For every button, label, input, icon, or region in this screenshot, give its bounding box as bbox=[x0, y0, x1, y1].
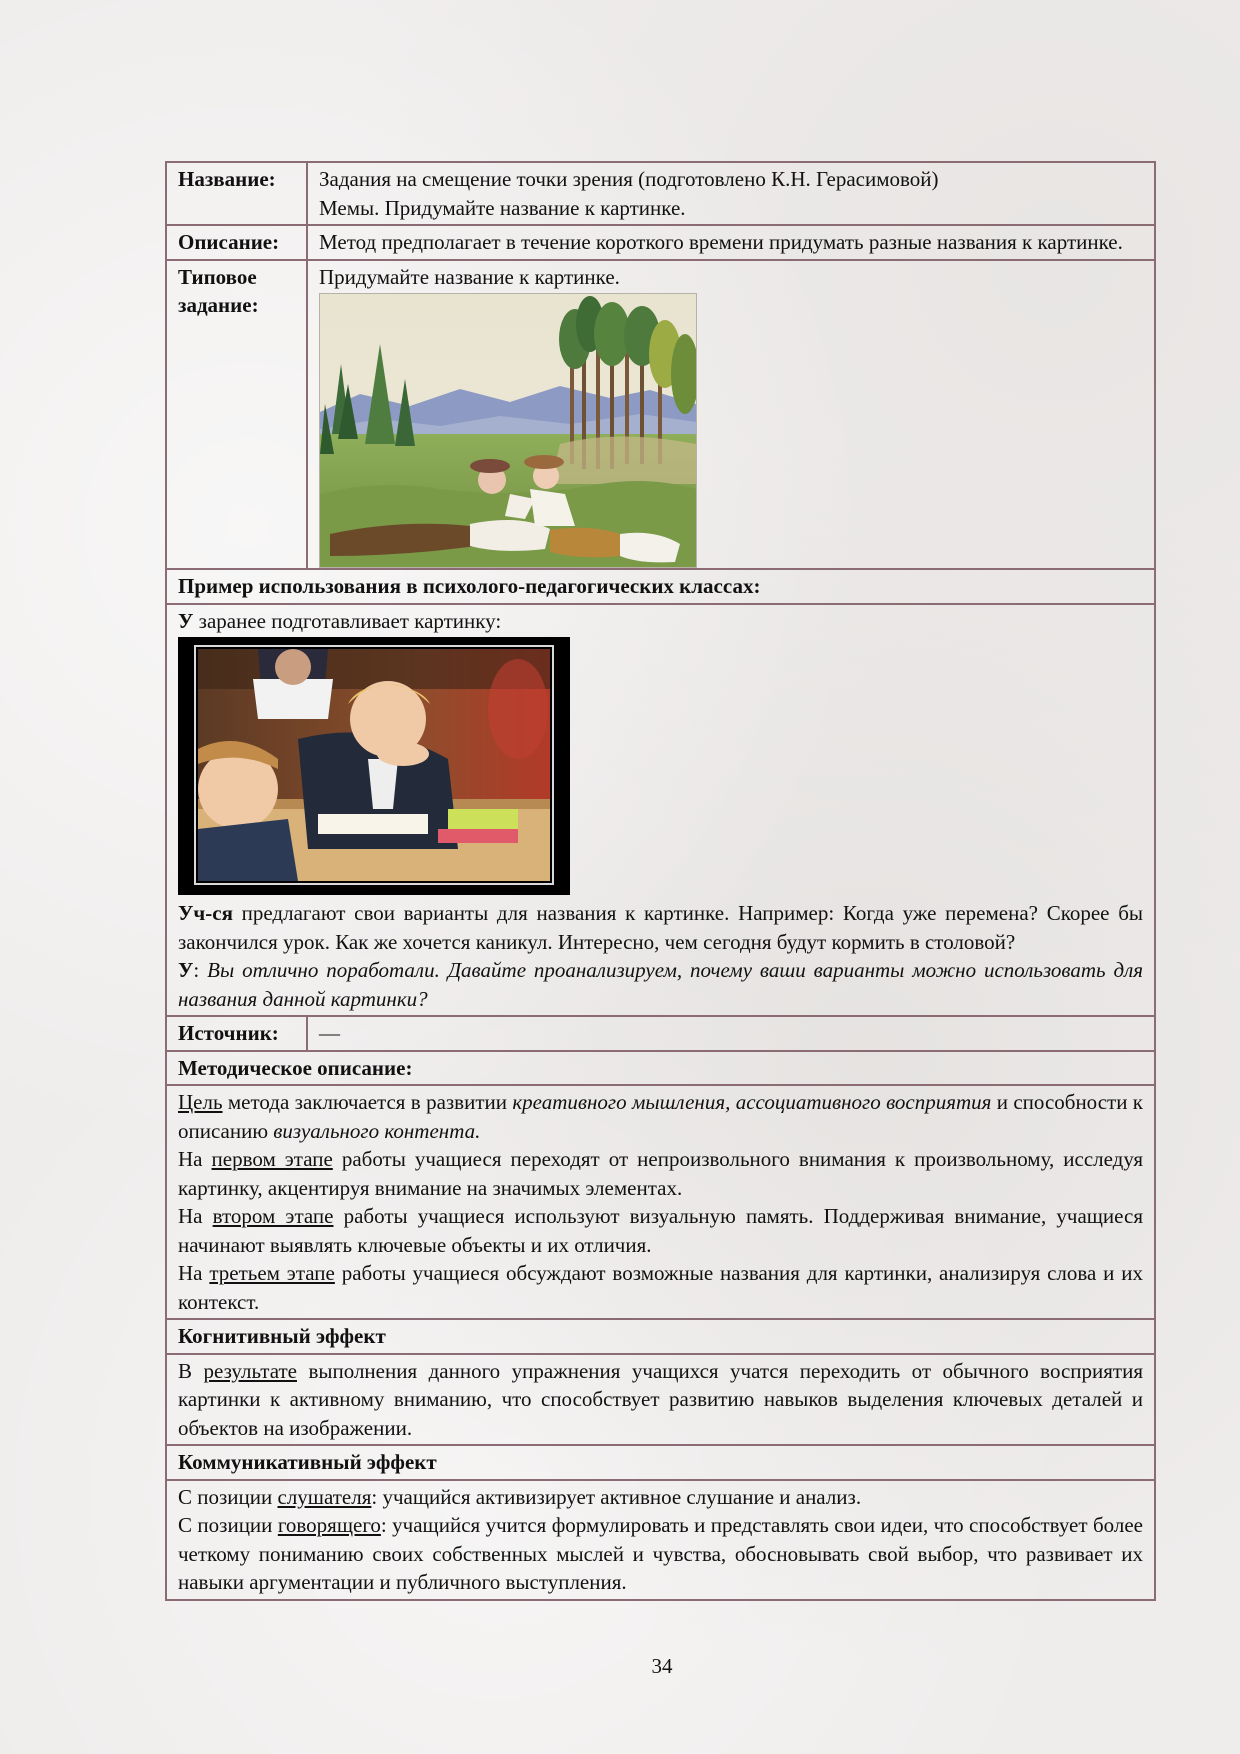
title-line-1: Задания на смещение точки зрения (подготовлено К.Н. Герасимовой) bbox=[319, 167, 939, 191]
cognitive-prefix: В bbox=[178, 1358, 204, 1383]
example-heading: Пример использования в психолого-педагогических классах: bbox=[166, 569, 1155, 604]
title-row bbox=[166, 162, 1155, 225]
cognitive-body: выполнения данного упражнения учащихся учатся переходить от обычного восприятия картинки к активному вниманию, что способствует развитию навыков выделения ключевых деталей и объектов на изображении. bbox=[178, 1358, 1144, 1440]
task-label-line-2: задание: bbox=[178, 293, 259, 317]
example-row bbox=[166, 604, 1155, 1017]
task-row bbox=[166, 260, 1155, 570]
cognitive-row bbox=[166, 1354, 1155, 1446]
forest-painting-illustration bbox=[320, 294, 696, 567]
listener-prefix: С позиции bbox=[178, 1484, 278, 1509]
task-label-line-1: Типовое bbox=[178, 264, 257, 289]
teacher-reply-colon: : bbox=[193, 958, 208, 982]
cognitive-text bbox=[178, 1357, 1143, 1443]
cognitive-term: результате bbox=[203, 1358, 297, 1383]
teacher-abbrev: У bbox=[178, 608, 194, 633]
method-row bbox=[166, 1085, 1155, 1319]
students-answer-text: предлагают свои варианты для названия к картинке. Например: Когда уже перемена? Скорее бы закончился урок. Как же хочется каникул. Интересно, чем сегодня будут кормить в столовой? bbox=[178, 901, 1143, 954]
stage-3-text: работы учащиеся обсуждают возможные названия для картинки, анализируя слова и их контекст. bbox=[178, 1261, 1143, 1314]
example-intro bbox=[178, 607, 1143, 636]
listener-term: слушателя bbox=[277, 1484, 372, 1509]
goal-italic-1: креативного мышления, ассоциативного восприятия bbox=[512, 1090, 992, 1114]
task-text: Придумайте название к картинке. bbox=[319, 264, 620, 289]
description-row bbox=[166, 225, 1155, 260]
stage-2-term: втором этапе bbox=[212, 1204, 334, 1228]
students-abbrev: Уч-ся bbox=[178, 901, 233, 925]
classroom-photo-illustration bbox=[198, 649, 550, 881]
task-label bbox=[166, 260, 307, 570]
method-heading: Методическое описание: bbox=[166, 1051, 1155, 1086]
method-card-table bbox=[165, 161, 1156, 1601]
title-cell bbox=[307, 162, 1155, 225]
classroom-photo-image bbox=[178, 637, 570, 895]
speaker-term: говорящего bbox=[277, 1513, 381, 1537]
source-label: Источник: bbox=[166, 1016, 307, 1051]
example-intro-text: заранее подготавливает картинку: bbox=[193, 608, 502, 633]
stage-1-prefix: На bbox=[178, 1147, 212, 1171]
example-heading-row bbox=[166, 569, 1155, 604]
cognitive-heading: Когнитивный эффект bbox=[166, 1319, 1155, 1354]
communicative-row bbox=[166, 1480, 1155, 1600]
forest-painting-image bbox=[319, 293, 697, 568]
method-goal bbox=[178, 1088, 1143, 1145]
communicative-listener bbox=[178, 1483, 1143, 1512]
goal-text-2: и способности к описанию bbox=[178, 1090, 1143, 1143]
communicative-heading-row bbox=[166, 1445, 1155, 1480]
teacher-reply-text: Вы отлично поработали. Давайте проанализируем, почему ваши варианты можно использовать для названия данной картинки? bbox=[178, 958, 1143, 1011]
communicative-heading: Коммуникативный эффект bbox=[166, 1445, 1155, 1480]
listener-text: : учащийся активизирует активное слушание и анализ. bbox=[371, 1484, 862, 1509]
communicative-cell bbox=[166, 1480, 1155, 1600]
stage-3-term: третьем этапе bbox=[209, 1261, 335, 1285]
goal-term: Цель bbox=[178, 1090, 223, 1114]
source-row bbox=[166, 1016, 1155, 1051]
task-cell bbox=[307, 260, 1155, 570]
stage-1-text: работы учащиеся переходят от непроизвольного внимания к произвольному, исследуя картинку, акцентируя внимание на значимых элементах. bbox=[178, 1147, 1143, 1200]
teacher-reply-abbrev: У bbox=[178, 958, 194, 982]
page-number: 34 bbox=[651, 1654, 673, 1678]
description-label: Описание: bbox=[166, 225, 307, 260]
speaker-text: : учащийся учится формулировать и представлять свои идеи, что способствует более четкому пониманию своих собственных мыслей и чувства, обосновывать свой выбор, что развивает их навыки аргументации и публичного выступления. bbox=[178, 1513, 1143, 1594]
communicative-speaker bbox=[178, 1511, 1143, 1597]
title-label: Название: bbox=[166, 162, 307, 225]
stage-3-prefix: На bbox=[178, 1261, 210, 1285]
method-heading-row bbox=[166, 1051, 1155, 1086]
source-value: — bbox=[307, 1016, 1155, 1051]
goal-italic-2: визуального контента. bbox=[273, 1118, 481, 1143]
stage-1-term: первом этапе bbox=[211, 1147, 333, 1171]
stage-2-text: работы учащиеся используют визуальную память. Поддерживая внимание, учащиеся начинают выявлять ключевые объекты и их отличия. bbox=[178, 1204, 1143, 1257]
goal-text-1: метода заключается в развитии bbox=[222, 1090, 513, 1114]
speaker-prefix: С позиции bbox=[178, 1513, 278, 1537]
cognitive-cell bbox=[166, 1354, 1155, 1446]
example-cell bbox=[166, 604, 1155, 1017]
title-line-2: Мемы. Придумайте название к картинке. bbox=[319, 195, 686, 220]
classroom-photo-inner bbox=[198, 649, 550, 881]
method-stage-2 bbox=[178, 1202, 1143, 1259]
method-stage-1 bbox=[178, 1145, 1143, 1202]
stage-2-prefix: На bbox=[178, 1204, 213, 1228]
students-answer bbox=[178, 899, 1143, 956]
description-text: Метод предполагает в течение короткого времени придумать разные названия к картинке. bbox=[307, 225, 1155, 260]
teacher-reply bbox=[178, 956, 1143, 1013]
method-stage-3 bbox=[178, 1259, 1143, 1316]
method-cell bbox=[166, 1085, 1155, 1319]
cognitive-heading-row bbox=[166, 1319, 1155, 1354]
